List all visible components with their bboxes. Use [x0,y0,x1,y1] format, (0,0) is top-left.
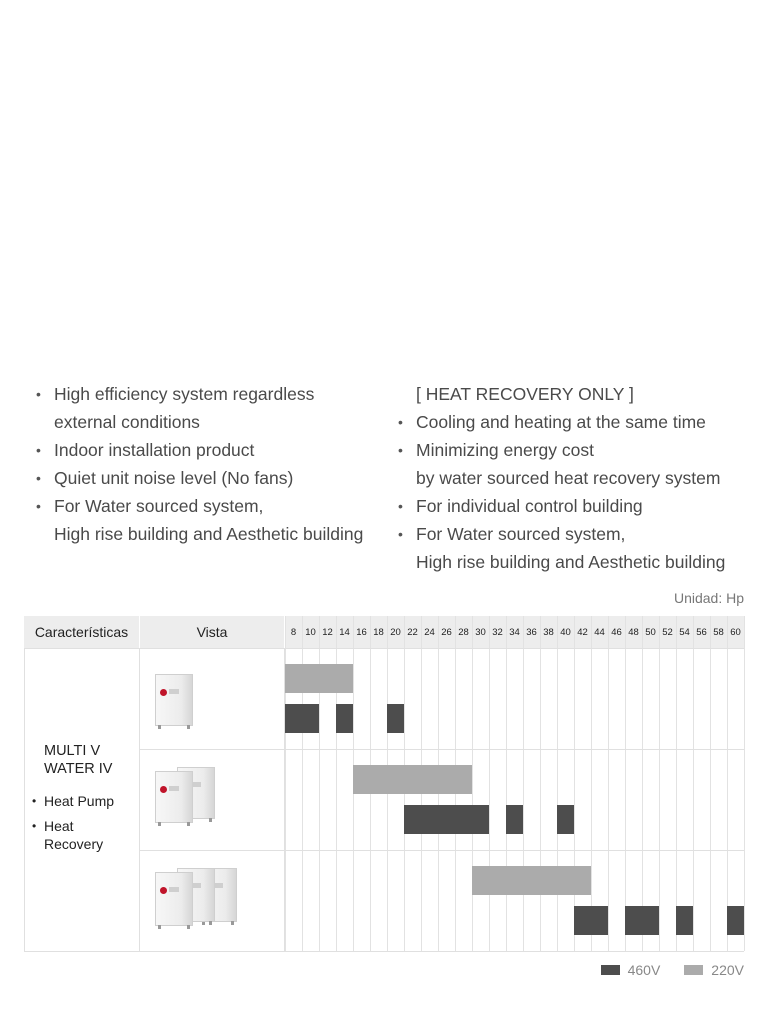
grid-line [625,616,626,951]
tick-label: 12 [322,626,333,638]
feature-right-line-6: High rise building and Aesthetic building [416,552,726,572]
bar-460v [676,906,693,935]
bar-220v [472,866,591,895]
tick-label: 50 [645,626,656,638]
heat-recovery-line1: • Heat [44,818,74,834]
feature-right-line-2: • Minimizing energy cost [396,436,756,464]
grid-line [693,616,694,951]
bar-220v [353,765,472,794]
tick-label: 36 [526,626,537,638]
feature-left-line-2: • Indoor installation product [34,436,384,464]
grid-line [472,616,473,951]
tick-label: 18 [373,626,384,638]
feature-right-line-0: [ HEAT RECOVERY ONLY ] [416,384,634,404]
tick-label: 58 [713,626,724,638]
bar-460v [506,805,523,834]
header-vista: Vista [140,616,284,648]
bar-460v [727,906,744,935]
product-title-line1: MULTI V [44,743,101,759]
grid-line [591,616,592,951]
row-border [139,850,744,851]
tick-label: 22 [407,626,418,638]
tick-label: 56 [696,626,707,638]
tick-label: 30 [475,626,486,638]
tick-label: 46 [611,626,622,638]
tick-label: 20 [390,626,401,638]
grid-line [727,616,728,951]
feature-right-line-3: by water sourced heat recovery system [416,468,721,488]
tick-label: 42 [577,626,588,638]
tick-label: 14 [339,626,350,638]
grid-line [489,616,490,951]
tick-label: 48 [628,626,639,638]
product-item-heat-recovery [32,817,144,853]
grid-line [540,616,541,951]
feature-left-line-3: • Quiet unit noise level (No fans) [34,464,384,492]
grid-line [557,616,558,951]
grid-line [642,616,643,951]
bar-460v [574,906,608,935]
tick-label: 8 [290,626,297,638]
feature-left-line-4: • For Water sourced system, [34,492,384,520]
legend-220v-label: 220V [711,962,744,978]
capacity-table [24,616,744,951]
grid-line [676,616,677,951]
legend-460v-swatch [601,965,620,975]
row-border [24,648,744,649]
heat-recovery-line2: Recovery [44,836,104,852]
bar-460v [387,704,404,733]
features-left-column [34,380,384,548]
tick-label: 38 [543,626,554,638]
column-border [24,648,25,951]
row-border [139,749,744,750]
tick-label: 40 [560,626,571,638]
bar-220v [285,664,353,693]
unit-label: Unidad: Hp [673,590,744,606]
grid-line [574,616,575,951]
legend [601,962,744,978]
product-item-heat-pump: • Heat Pump [32,792,144,810]
feature-right-line-1: • Cooling and heating at the same time [396,408,756,436]
bar-460v [404,805,489,834]
tick-label: 60 [730,626,741,638]
feature-left-line-1: external conditions [54,412,200,432]
column-border [139,648,140,951]
tick-label: 10 [305,626,316,638]
features-right-column [396,380,756,576]
grid-line [710,616,711,951]
bar-460v [625,906,659,935]
bar-460v [336,704,353,733]
tick-label: 32 [492,626,503,638]
grid-line [744,616,745,951]
row-border [24,951,744,952]
tick-label: 54 [679,626,690,638]
product-title-line2: WATER IV [44,761,113,777]
grid-line [506,616,507,951]
feature-right-line-5: • For Water sourced system, [396,520,756,548]
tick-label: 26 [441,626,452,638]
legend-220v-swatch [684,965,703,975]
tick-label: 44 [594,626,605,638]
bar-460v [557,805,574,834]
tick-label: 16 [356,626,367,638]
tick-label: 24 [424,626,435,638]
feature-left-line-5: High rise building and Aesthetic building [54,524,364,544]
grid-line [523,616,524,951]
feature-right-line-4: • For individual control building [396,492,756,520]
feature-left-line-0: • High efficiency system regardless [34,380,384,408]
product-label [44,742,144,853]
tick-label: 34 [509,626,520,638]
tick-label: 28 [458,626,469,638]
bar-460v [285,704,319,733]
header-caracteristicas: Características [24,616,139,648]
grid-line [659,616,660,951]
column-border [284,648,285,951]
grid-line [608,616,609,951]
tick-label: 52 [662,626,673,638]
legend-460v-label: 460V [627,962,661,978]
